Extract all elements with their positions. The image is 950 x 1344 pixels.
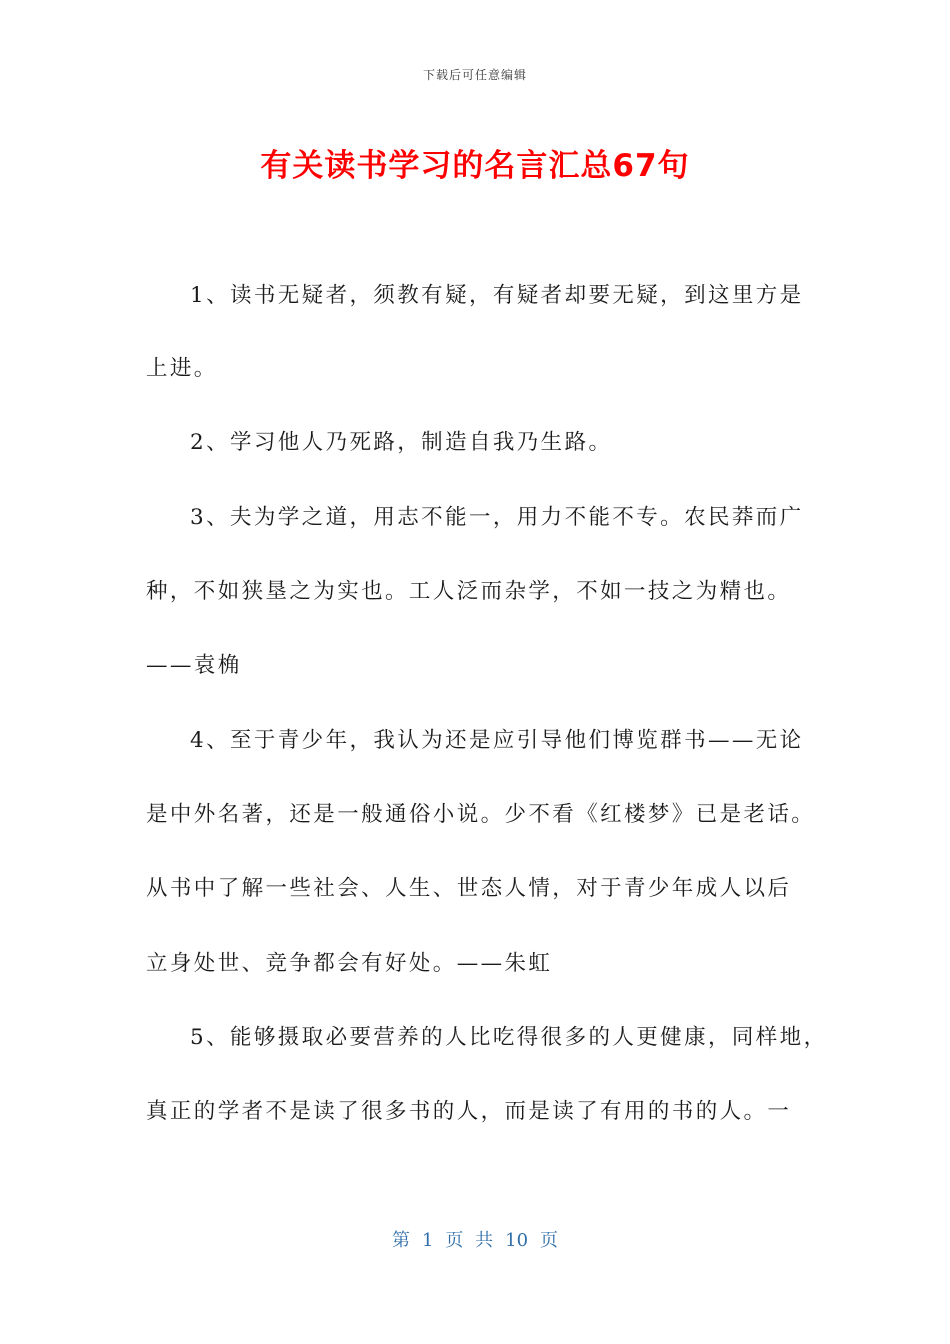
- text-line: 真正的学者不是读了很多书的人，而是读了有用的书的人。一: [146, 1099, 792, 1124]
- document-title: 有关读书学习的名言汇总67句: [260, 148, 690, 184]
- text-line: 1、读书无疑者，须教有疑，有疑者却要无疑，到这里方是: [190, 283, 804, 308]
- text-line: 是中外名著，还是一般通俗小说。少不看《红楼梦》已是老话。: [146, 802, 816, 827]
- page-footer: [0, 1226, 950, 1252]
- text-line: 5、能够摄取必要营养的人比吃得很多的人更健康，同样地，: [190, 1025, 828, 1050]
- text-line: 3、夫为学之道，用志不能一，用力不能不专。农民莽而广: [190, 505, 804, 530]
- text-line: 上进。: [146, 356, 218, 381]
- footer-mid: 页 共: [445, 1230, 494, 1251]
- footer-page-number: 1: [421, 1230, 434, 1251]
- footer-suffix: 页: [540, 1230, 559, 1251]
- text-line: 立身处世、竞争都会有好处。——朱虹: [146, 951, 553, 976]
- text-line: 4、至于青少年，我认为还是应引导他们博览群书——无论: [190, 728, 804, 753]
- text-line: 种，不如狭垦之为实也。工人泛而杂学，不如一技之为精也。: [146, 579, 792, 604]
- header-note: 下载后可任意编辑: [422, 68, 527, 82]
- text-line: ——袁桷: [146, 653, 242, 678]
- footer-total-pages: 10: [505, 1230, 529, 1251]
- footer-prefix: 第: [391, 1230, 410, 1251]
- text-line: 从书中了解一些社会、人生、世态人情，对于青少年成人以后: [146, 876, 792, 901]
- text-line: 2、学习他人乃死路，制造自我乃生路。: [190, 430, 613, 455]
